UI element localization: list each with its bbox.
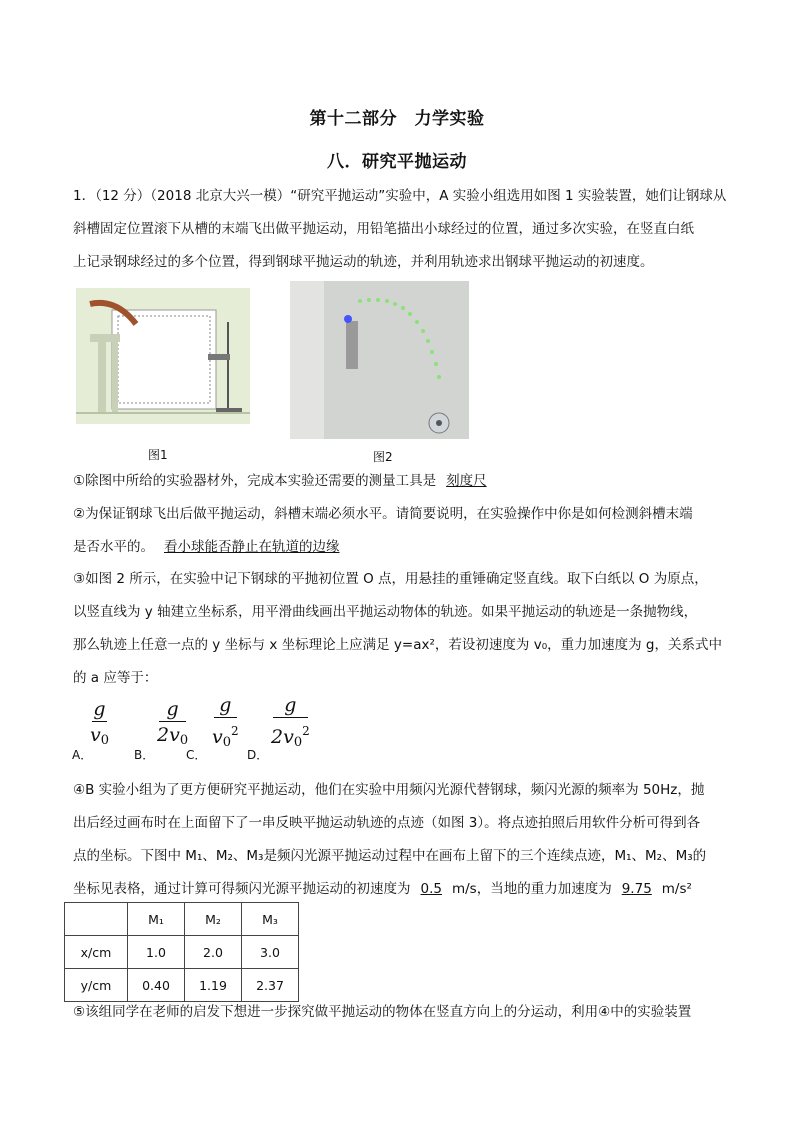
table-cell: 1.19 [185, 969, 242, 1002]
part-title: 第十二部分 力学实验 [309, 109, 485, 129]
option-c-formula: g $v_0^2$ [212, 694, 239, 750]
option-b-label[interactable]: B． [134, 748, 155, 762]
table-cell: 0.40 [128, 969, 185, 1002]
table-header-cell: M₃ [242, 903, 299, 936]
part-3-line: 以竖直线为 y 轴建立坐标系，用平滑曲线画出平抛运动物体的轨迹。如果平抛运动的轨迹是一条抛物线， [73, 604, 698, 620]
figure-2-caption: 图2 [373, 450, 393, 464]
part-1-text: ①除图中所给的实验器材外，完成本实验还需要的测量工具是 [73, 473, 437, 489]
part-2-line: ②为保证钢球飞出后做平抛运动，斜槽末端必须水平。请简要说明，在实验操作中你是如何检测斜槽末端 [73, 506, 693, 522]
table-header-cell [65, 903, 128, 936]
intro-line: 斜槽固定位置滚下从槽的末端飞出做平抛运动，用铅笔描出小球经过的位置，通过多次实验，在竖直白纸 [73, 221, 694, 237]
intro-line: 上记录钢球经过的多个位置，得到钢球平抛运动的轨迹，并利用轨迹求出钢球平抛运动的初速度。 [73, 254, 654, 270]
answer-options [72, 694, 478, 767]
table-cell: 2.37 [242, 969, 299, 1002]
part-1-answer: 刻度尺 [446, 473, 487, 489]
table-cell: 3.0 [242, 936, 299, 969]
part-3-line: 的 a 应等于： [73, 670, 158, 686]
part-1 [73, 465, 723, 498]
part-2 [73, 498, 723, 564]
part-4 [73, 774, 723, 906]
figure-2-photo [290, 281, 469, 439]
part-4-line: m/s，当地的重力加速度为 [451, 881, 612, 897]
option-d-label[interactable]: D． [247, 748, 269, 762]
part-3 [73, 563, 723, 695]
part-5 [73, 996, 723, 1029]
option-d-formula: g $2v_0^2$ [271, 694, 310, 750]
coordinates-table [64, 902, 299, 1002]
section-title: 八．研究平抛运动 [327, 152, 467, 172]
option-a-label[interactable]: A． [72, 748, 93, 762]
table-header-row [65, 903, 299, 936]
option-a-formula: g $v_0$ [90, 698, 110, 748]
part-3-line: ③如图 2 所示，在实验中记下钢球的平抛初位置 O 点，用悬挂的重锤确定竖直线。取下白纸以 O 为原点， [73, 571, 708, 587]
table-header-cell: M₁ [128, 903, 185, 936]
table-cell: x/cm [65, 936, 128, 969]
part-3-line: 那么轨迹上任意一点的 y 坐标与 x 坐标理论上应满足 y=ax²，若设初速度为 v₀，重力加速度为 g，关系式中 [73, 637, 722, 653]
table-row [65, 936, 299, 969]
part-4-line: 出后经过画布时在上面留下了一串反映平抛运动轨迹的点迹（如图 3）。将点迹拍照后用软件分析可得到各 [73, 815, 701, 831]
option-c-label[interactable]: C． [186, 748, 207, 762]
table-header-cell: M₂ [185, 903, 242, 936]
figure-1-caption: 图1 [148, 448, 168, 462]
part-5-line: ⑤该组同学在老师的启发下想进一步探究做平抛运动的物体在竖直方向上的分运动，利用④中的实验装置 [73, 1004, 692, 1020]
table-cell: 1.0 [128, 936, 185, 969]
unit-text: m/s² [661, 881, 692, 897]
option-b-formula: g $2v_0$ [157, 698, 189, 748]
part-4-line: ④B 实验小组为了更方便研究平抛运动，他们在实验中用频闪光源代替钢球，频闪光源的频率为 50Hz，抛 [73, 782, 705, 798]
part-2-answer: 看小球能否静止在轨道的边缘 [164, 539, 340, 555]
table-cell: 2.0 [185, 936, 242, 969]
figure-1-apparatus [76, 288, 250, 424]
part-2-line: 是否水平的。 [73, 539, 154, 555]
question-intro [73, 180, 727, 279]
table-cell: y/cm [65, 969, 128, 1002]
part-4-line: 坐标见表格，通过计算可得频闪光源平抛运动的初速度为 [73, 881, 411, 897]
v0-answer: 0.5 [420, 881, 442, 897]
intro-line: 1．（12 分）（2018 北京大兴一模）“研究平抛运动”实验中，A 实验小组选用如图 1 实验装置，她们让钢球从 [73, 188, 727, 204]
g-answer: 9.75 [621, 881, 652, 897]
part-4-line: 点的坐标。下图中 M₁、M₂、M₃是频闪光源平抛运动过程中在画布上留下的三个连续点迹，M₁、M₂、M₃的 [73, 848, 707, 864]
